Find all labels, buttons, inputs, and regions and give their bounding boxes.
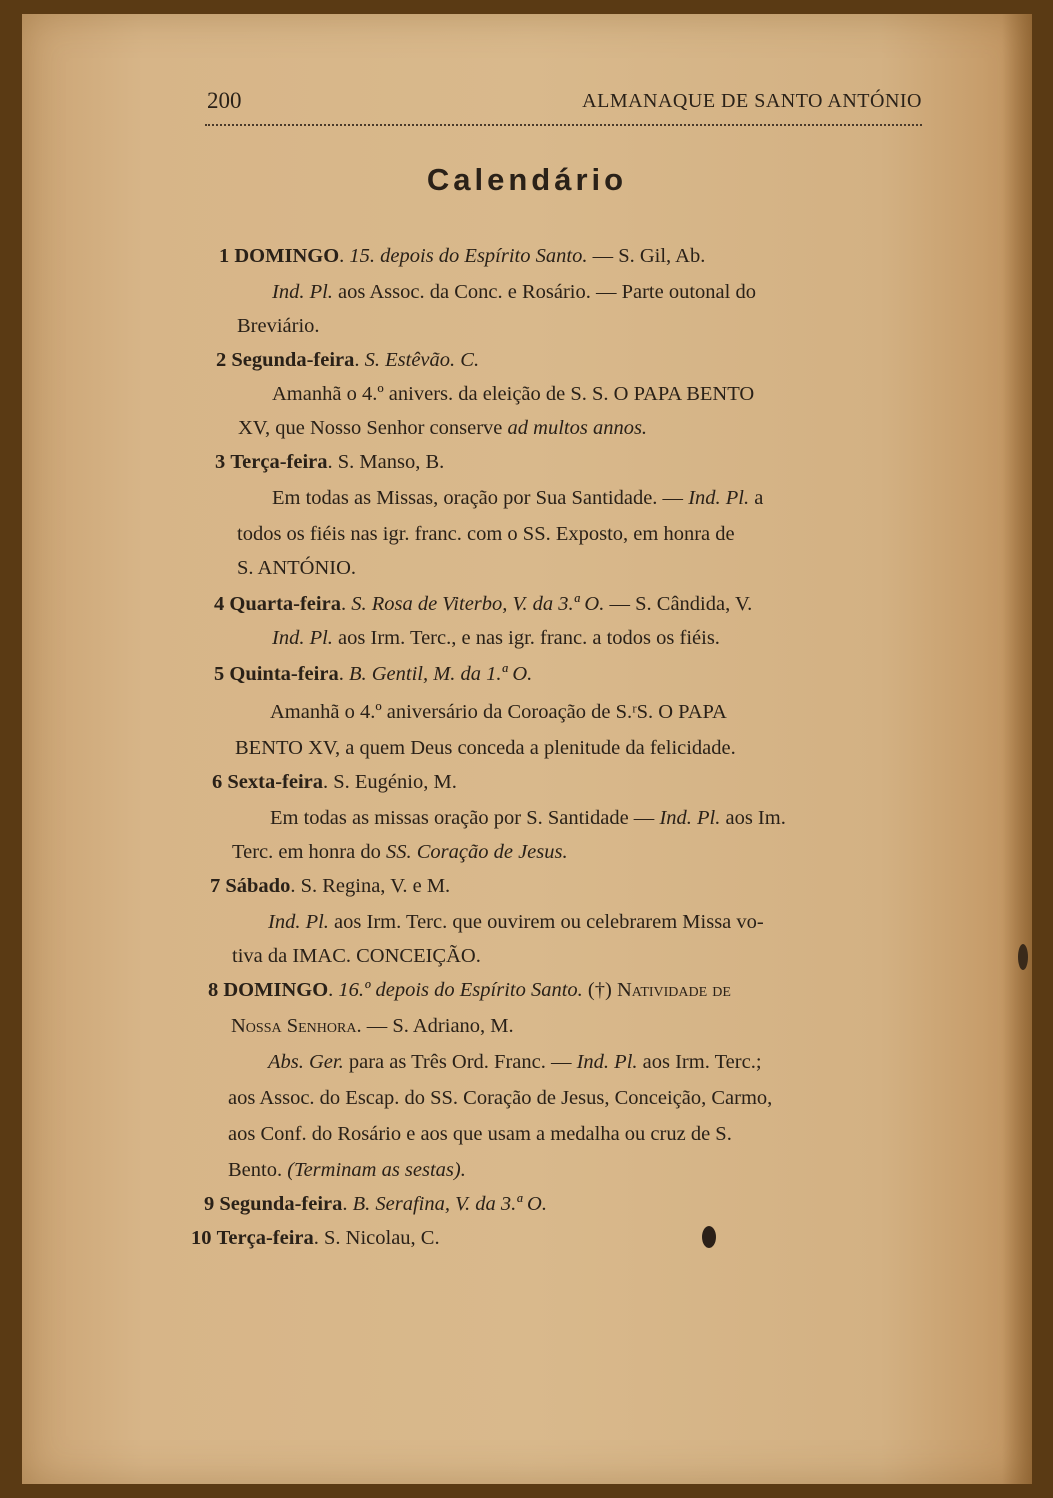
entry-line [228, 1160, 466, 1181]
entry-text: . [339, 245, 350, 267]
entry-text: . S. Regina, V. e M. [290, 875, 451, 897]
entry-line [232, 946, 481, 967]
entry-line [228, 1088, 772, 1109]
entry-text: aos Irm. Terc., e nas igr. franc. a todos os fiéis. [332, 627, 720, 649]
calendar-entry-day-6 [212, 772, 457, 793]
ink-stain [1018, 944, 1028, 970]
day-name: Sábado [225, 875, 291, 897]
entry-text: . [340, 593, 352, 615]
calendar-entry-day-1 [219, 246, 705, 267]
entry-line [231, 1016, 514, 1037]
day-number: 8 [208, 979, 219, 1001]
entry-text: — S. Gil, Ab. [587, 245, 706, 267]
entry-text: XV, que Nosso Senhor conserve [238, 417, 508, 439]
entry-italic-text: ad multos annos. [507, 417, 648, 439]
entry-line [235, 738, 736, 759]
entry-line [272, 384, 754, 405]
entry-line [237, 524, 735, 545]
entry-italic-text: Ind. Pl. [688, 487, 750, 509]
calendar-entry-day-10 [191, 1228, 440, 1249]
page-gutter-shadow [1002, 14, 1032, 1484]
entry-text: a [749, 487, 764, 509]
entry-line [228, 1124, 732, 1145]
day-name: Terça-feira [216, 1227, 314, 1249]
entry-text: . S. Manso, B. [327, 451, 445, 473]
day-name: DOMINGO [234, 245, 340, 267]
calendar-entry-day-9 [204, 1194, 547, 1215]
entry-text: aos Irm. Terc. que ouvirem ou celebrarem Missa vo- [328, 911, 764, 933]
day-name: Quinta-feira [229, 663, 339, 685]
entry-italic-text: Ind. Pl. [272, 281, 333, 303]
entry-text: tiva da IMAC. CONCEIÇÃO. [232, 945, 481, 967]
entry-line [237, 316, 320, 337]
calendar-entry-day-2 [216, 350, 479, 371]
entry-text: . — S. Adriano, M. [356, 1015, 514, 1037]
entry-text: Breviário. [237, 315, 320, 337]
entry-text: . [342, 1193, 353, 1215]
entry-italic-text: Ind. Pl. [576, 1051, 638, 1073]
entry-italic-text: Ind. Pl. [268, 911, 329, 933]
entry-text: aos Im. [720, 807, 786, 829]
entry-text: — S. Cândida, V. [604, 593, 753, 615]
entry-italic-text: B. Gentil, M. da 1.ª O. [348, 663, 533, 685]
entry-text: aos Assoc. da Conc. e Rosário. — Parte outonal do [332, 281, 756, 303]
day-number: 9 [204, 1193, 215, 1215]
entry-text: Terc. em honra do [232, 841, 386, 863]
entry-line [270, 808, 786, 829]
entry-text: . [338, 663, 349, 685]
entry-smallcaps-text: Nossa Senhora [231, 1015, 357, 1037]
entry-text: para as Três Ord. Franc. — [343, 1051, 577, 1073]
day-name: Segunda-feira [231, 349, 355, 371]
day-number: 4 [214, 593, 225, 615]
entry-text: aos Conf. do Rosário e aos que usam a medalha ou cruz de S. [228, 1123, 732, 1145]
calendar-entry-day-7 [210, 876, 450, 897]
entry-smallcaps-text: Natividade de [616, 979, 731, 1001]
entry-line [232, 842, 568, 863]
entry-line [238, 418, 647, 439]
day-number: 7 [210, 875, 221, 897]
book-page [22, 14, 1032, 1484]
running-header [205, 80, 922, 126]
entry-text: . [328, 979, 339, 1001]
entry-line [268, 1052, 762, 1073]
day-name: Segunda-feira [219, 1193, 343, 1215]
entry-italic-text: S. Rosa de Viterbo, V. da 3.ª O. [351, 593, 605, 615]
entry-text: Amanhã o 4.º anivers. da eleição de S. S. O PAPA BENTO [272, 383, 755, 405]
entry-line [272, 282, 756, 303]
entry-italic-text: 16.º depois do Espírito Santo. [338, 979, 583, 1001]
calendar-entry-day-5 [214, 664, 532, 685]
entry-italic-text: SS. Coração de Jesus. [385, 841, 568, 863]
day-name: Sexta-feira [227, 771, 323, 793]
entry-text: aos Irm. Terc.; [637, 1051, 762, 1073]
entry-text: BENTO XV, a quem Deus conceda a plenitude da felicidade. [235, 737, 736, 759]
entry-italic-text: B. Serafina, V. da 3.ª O. [352, 1193, 547, 1215]
calendar-entry-day-8 [208, 980, 731, 1001]
entry-text: aos Assoc. do Escap. do SS. Coração de Jesus, Conceição, Carmo, [228, 1087, 773, 1109]
page-number: 200 [207, 88, 242, 113]
day-number: 1 [219, 245, 230, 267]
ink-blot [702, 1226, 716, 1248]
day-number: 2 [216, 349, 227, 371]
running-title: ALMANAQUE DE SANTO ANTÓNIO [582, 90, 922, 112]
entry-text: . S. Eugénio, M. [323, 771, 457, 793]
entry-italic-text: Abs. Ger. [268, 1051, 344, 1073]
page-title: Calendário [426, 162, 628, 197]
entry-italic-text: Ind. Pl. [272, 627, 333, 649]
day-number: 6 [212, 771, 223, 793]
calendar-entry-day-4 [214, 594, 752, 615]
entry-text: S. ANTÓNIO. [237, 557, 357, 579]
entry-text: (†) [582, 979, 617, 1001]
entry-italic-text: 15. depois do Espírito Santo. [349, 245, 588, 267]
entry-text: . S. Nicolau, C. [313, 1227, 440, 1249]
entry-text: Em todas as missas oração por S. Santidade — [270, 807, 660, 829]
entry-line [272, 488, 763, 509]
day-number: 3 [215, 451, 226, 473]
entry-text: todos os fiéis nas igr. franc. com o SS. Exposto, em honra de [237, 523, 735, 545]
day-name: Terça-feira [230, 451, 328, 473]
calendar-entry-day-3 [215, 452, 444, 473]
entry-text: Em todas as Missas, oração por Sua Santidade. — [272, 487, 689, 509]
entry-line [270, 702, 727, 723]
entry-text: Amanhã o 4.º aniversário da Coroação de S.ʳS. O PAPA [270, 701, 727, 723]
entry-italic-text: Ind. Pl. [659, 807, 721, 829]
entry-line [268, 912, 764, 933]
day-number: 10 [191, 1227, 212, 1249]
entry-italic-text: (Terminam as sestas). [287, 1159, 466, 1181]
entry-line [272, 628, 720, 649]
entry-text: . [354, 349, 365, 371]
entry-text: Bento. [228, 1159, 288, 1181]
day-name: DOMINGO [223, 979, 329, 1001]
day-number: 5 [214, 663, 225, 685]
entry-line [237, 558, 356, 579]
day-name: Quarta-feira [229, 593, 341, 615]
entry-italic-text: S. Estêvão. C. [364, 349, 480, 371]
